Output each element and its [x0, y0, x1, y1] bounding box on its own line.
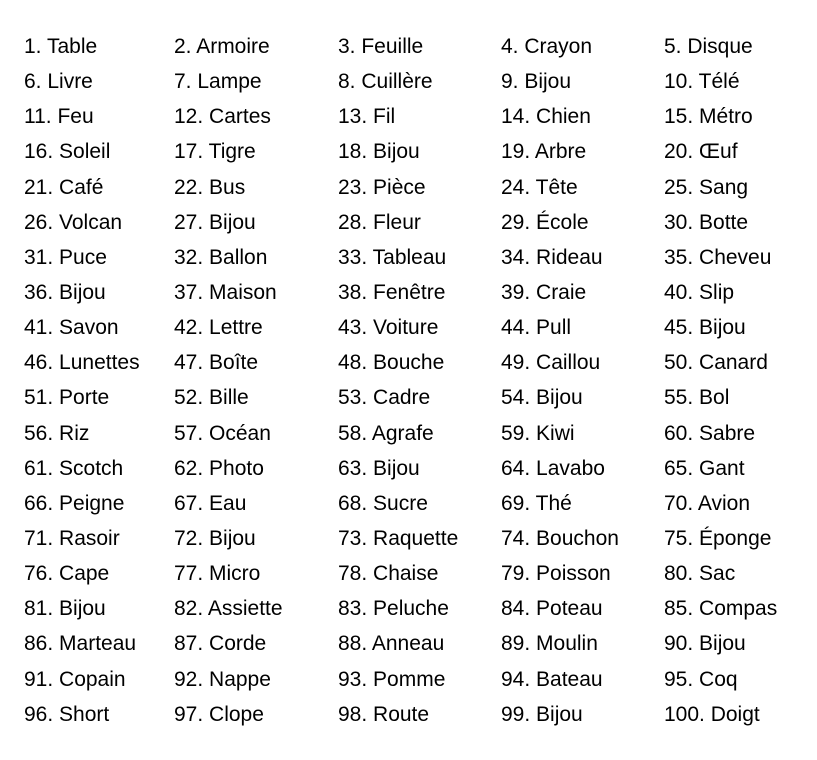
- word-item: 38. Fenêtre: [338, 280, 446, 304]
- word-item: 29. École: [501, 210, 589, 234]
- word-item: 94. Bateau: [501, 667, 603, 691]
- word-item: 51. Porte: [24, 386, 110, 410]
- word-item: 47. Boîte: [174, 351, 259, 375]
- word-item: 8. Cuillère: [338, 70, 433, 94]
- word-item: 98. Route: [338, 702, 430, 726]
- word-item: 40. Slip: [664, 280, 735, 304]
- word-item: 42. Lettre: [174, 316, 263, 340]
- word-item: 5. Disque: [664, 35, 753, 58]
- word-item: 87. Corde: [174, 632, 267, 656]
- word-item: 91. Copain: [24, 667, 126, 691]
- word-item: 10. Télé: [664, 70, 740, 94]
- word-item: 83. Peluche: [338, 597, 449, 621]
- word-item: 17. Tigre: [174, 140, 256, 164]
- word-item: 24. Tête: [501, 175, 578, 199]
- word-item: 3. Feuille: [338, 35, 424, 58]
- word-row: [24, 31, 814, 66]
- word-item: 33. Tableau: [338, 245, 447, 269]
- word-item: 12. Cartes: [174, 105, 271, 129]
- word-row: [24, 101, 814, 136]
- word-item: 55. Bol: [664, 386, 730, 410]
- word-item: 85. Compas: [664, 597, 778, 621]
- word-row: [24, 312, 814, 347]
- word-item: 88. Anneau: [338, 632, 445, 656]
- word-row: [24, 558, 814, 593]
- word-item: 16. Soleil: [24, 140, 111, 164]
- word-row: [24, 664, 814, 699]
- word-item: 57. Océan: [174, 421, 271, 445]
- word-item: 76. Cape: [24, 562, 110, 586]
- word-item: 36. Bijou: [24, 280, 106, 304]
- word-item: 93. Pomme: [338, 667, 446, 691]
- word-item: 2. Armoire: [174, 35, 270, 58]
- word-item: 86. Marteau: [24, 632, 137, 656]
- word-item: 84. Poteau: [501, 597, 603, 621]
- word-row: [24, 172, 814, 207]
- word-item: 49. Caillou: [501, 351, 601, 375]
- word-item: 46. Lunettes: [24, 351, 140, 375]
- word-item: 20. Œuf: [664, 140, 738, 164]
- word-item: 41. Savon: [24, 316, 119, 340]
- word-item: 28. Fleur: [338, 210, 421, 234]
- word-row: [24, 488, 814, 523]
- word-item: 7. Lampe: [174, 70, 262, 94]
- word-item: 72. Bijou: [174, 526, 256, 550]
- word-row: [24, 523, 814, 558]
- word-item: 60. Sabre: [664, 421, 756, 445]
- word-item: 9. Bijou: [501, 70, 572, 94]
- word-item: 39. Craie: [501, 280, 587, 304]
- word-item: 89. Moulin: [501, 632, 598, 656]
- word-item: 90. Bijou: [664, 632, 746, 656]
- word-item: 71. Rasoir: [24, 526, 120, 550]
- word-item: 75. Éponge: [664, 526, 772, 550]
- word-item: 59. Kiwi: [501, 421, 575, 445]
- word-item: 66. Peigne: [24, 491, 125, 515]
- word-item: 1. Table: [24, 35, 98, 58]
- word-item: 82. Assiette: [174, 597, 283, 621]
- word-item: 52. Bille: [174, 386, 249, 410]
- word-item: 31. Puce: [24, 245, 107, 269]
- word-item: 54. Bijou: [501, 386, 583, 410]
- word-item: 19. Arbre: [501, 140, 587, 164]
- word-item: 69. Thé: [501, 491, 572, 515]
- word-row: [24, 453, 814, 488]
- word-item: 27. Bijou: [174, 210, 256, 234]
- word-item: 37. Maison: [174, 280, 277, 304]
- word-row: [24, 136, 814, 171]
- word-item: 56. Riz: [24, 421, 90, 445]
- word-item: 14. Chien: [501, 105, 591, 129]
- word-item: 53. Cadre: [338, 386, 431, 410]
- word-item: 48. Bouche: [338, 351, 445, 375]
- word-item: 21. Café: [24, 175, 104, 199]
- word-item: 96. Short: [24, 702, 110, 726]
- word-item: 79. Poisson: [501, 562, 611, 586]
- word-item: 15. Métro: [664, 105, 753, 129]
- word-item: 81. Bijou: [24, 597, 106, 621]
- word-item: 26. Volcan: [24, 210, 123, 234]
- word-item: 44. Pull: [501, 316, 572, 340]
- word-item: 67. Eau: [174, 491, 247, 515]
- word-item: 6. Livre: [24, 70, 93, 94]
- word-item: 35. Cheveu: [664, 245, 772, 269]
- word-item: 61. Scotch: [24, 456, 124, 480]
- word-item: 22. Bus: [174, 175, 246, 199]
- word-item: 18. Bijou: [338, 140, 420, 164]
- word-item: 43. Voiture: [338, 316, 439, 340]
- word-item: 65. Gant: [664, 456, 745, 480]
- word-row: [24, 628, 814, 663]
- word-item: 73. Raquette: [338, 526, 459, 550]
- word-row: [24, 242, 814, 277]
- word-row: [24, 593, 814, 628]
- word-item: 95. Coq: [664, 667, 738, 691]
- word-item: 74. Bouchon: [501, 526, 619, 550]
- word-item: 45. Bijou: [664, 316, 746, 340]
- word-item: 30. Botte: [664, 210, 749, 234]
- word-item: 70. Avion: [664, 491, 751, 515]
- word-item: 32. Ballon: [174, 245, 268, 269]
- word-item: 68. Sucre: [338, 491, 428, 515]
- word-row: [24, 277, 814, 312]
- word-item: 13. Fil: [338, 105, 396, 129]
- word-item: 62. Photo: [174, 456, 264, 480]
- word-item: 77. Micro: [174, 562, 261, 586]
- word-item: 63. Bijou: [338, 456, 420, 480]
- word-item: 97. Clope: [174, 702, 264, 726]
- word-item: 99. Bijou: [501, 702, 583, 726]
- word-item: 64. Lavabo: [501, 456, 605, 480]
- word-item: 58. Agrafe: [338, 421, 434, 445]
- word-row: [24, 418, 814, 453]
- word-row: [24, 347, 814, 382]
- word-item: 4. Crayon: [501, 35, 593, 58]
- word-item: 23. Pièce: [338, 175, 426, 199]
- word-item: 50. Canard: [664, 351, 768, 375]
- word-row: [24, 207, 814, 242]
- word-item: 34. Rideau: [501, 245, 603, 269]
- word-list-grid: [24, 31, 814, 734]
- word-row: [24, 382, 814, 417]
- word-item: 78. Chaise: [338, 562, 439, 586]
- word-row: [24, 699, 814, 734]
- word-row: [24, 66, 814, 101]
- word-item: 11. Feu: [24, 105, 94, 129]
- word-item: 80. Sac: [664, 562, 736, 586]
- word-item: 25. Sang: [664, 175, 749, 199]
- word-item: 92. Nappe: [174, 667, 271, 691]
- word-item: 100. Doigt: [664, 702, 760, 726]
